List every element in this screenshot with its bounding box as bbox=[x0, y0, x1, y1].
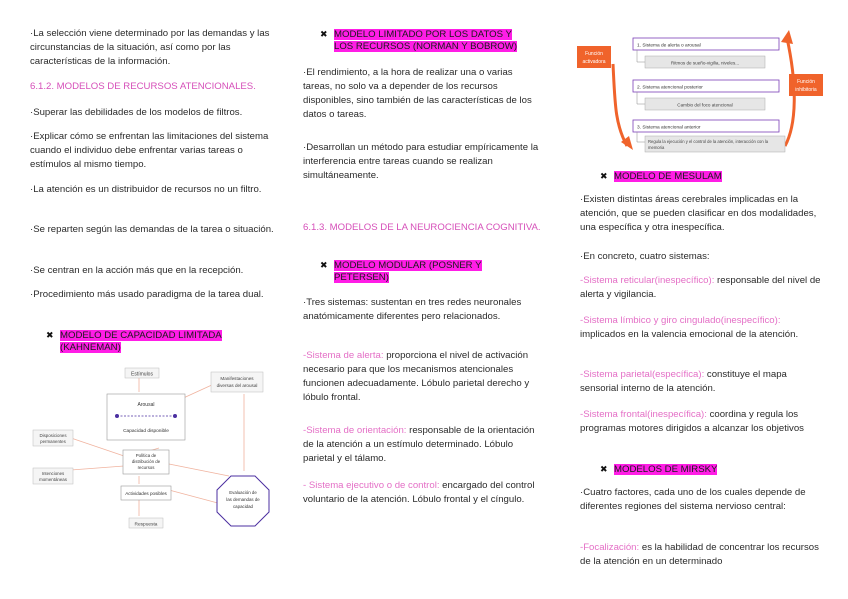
diagram-eval-3: capacidad bbox=[232, 504, 254, 509]
model-title-kahneman bbox=[46, 329, 222, 354]
paragraph-cuatro-sistemas: ·En concreto, cuatro sistemas: bbox=[580, 251, 710, 262]
paragraph-distribuidor: ·La atención es un distribuidor de recursos no un filtro. bbox=[30, 184, 262, 195]
paragraph-sistema-parietal bbox=[580, 368, 825, 396]
paragraph-reparten: ·Se reparten según las demandas de la tarea o situación. bbox=[30, 224, 274, 235]
text-focalizacion: es la habilidad de concentrar los recursos de la atención en un determinado bbox=[580, 542, 819, 567]
model-title-norman-line1: MODELO LIMITADO POR LOS DATOS Y bbox=[334, 29, 512, 40]
diagram-row-1: 1. Sistema de alerta o arousal bbox=[637, 43, 701, 49]
text-sistema-parietal: constituye el mapa sensorial interno de la atención. bbox=[580, 369, 787, 394]
section-heading-6-1-2: 6.1.2. MODELOS DE RECURSOS ATENCIONALES. bbox=[30, 81, 256, 92]
diagram-politica-3: recursos bbox=[137, 465, 155, 470]
paragraph-accion: ·Se centran en la acción más que en la recepción. bbox=[30, 265, 244, 276]
model-title-mirsky-text: MODELOS DE MIRSKY bbox=[614, 464, 718, 475]
paragraph-tarea-dual: ·Procedimiento más usado paradigma de la tarea dual. bbox=[30, 289, 264, 300]
diagram-row-3c: memoria bbox=[648, 145, 665, 150]
diagram-row-1b: Ritmos de sueño-vigilia, niveles... bbox=[670, 60, 740, 66]
bullet-marker-icon: ✖ bbox=[600, 171, 608, 181]
paragraph-focalizacion bbox=[580, 541, 825, 569]
bullet-marker-icon: ✖ bbox=[320, 260, 328, 270]
diagram-politica-2: distribución de bbox=[131, 459, 161, 464]
text-sistema-orientacion: responsable de la orientación de la atención a un estímulo determinado. Lóbulo parietal y el tálamo. bbox=[303, 425, 535, 464]
intro-paragraph: ·La selección viene determinado por las demandas y las circunstancias de la situación, así como por las características de la información. bbox=[30, 28, 270, 67]
diagram-politica-1: Política de bbox=[135, 453, 157, 458]
diagram-eval-2: las demandas de bbox=[226, 497, 260, 502]
diagram-funcion-activadora-2: activadora bbox=[582, 59, 606, 65]
label-sistema-parietal: -Sistema parietal(específica): bbox=[580, 369, 705, 380]
model-title-posner bbox=[320, 259, 482, 284]
diagram-capacidad: Capacidad disponible bbox=[123, 429, 169, 434]
model-title-kahneman-line2: (KAHNEMAN) bbox=[60, 342, 121, 353]
posner-systems-diagram bbox=[575, 24, 825, 159]
label-sistema-frontal: -Sistema frontal(inespecífica): bbox=[580, 409, 707, 420]
model-title-mesulam-text: MODELO DE MESULAM bbox=[614, 171, 722, 182]
label-sistema-limbico: -Sistema límbico y giro cingulado(inespecífico): bbox=[580, 315, 781, 326]
paragraph-sistema-ejecutivo bbox=[303, 479, 541, 507]
diagram-funcion-inhibitoria-1: Función bbox=[797, 79, 815, 85]
paragraph-areas-cerebrales: ·Existen distintas áreas cerebrales implicadas en la atención, que se pueden clasificar en dos modalidades, una específica y otra inespecífica. bbox=[580, 194, 817, 233]
label-focalizacion: -Focalización: bbox=[580, 542, 640, 553]
model-title-kahneman-line1: MODELO DE CAPACIDAD LIMITADA bbox=[60, 330, 222, 341]
paragraph-sistema-frontal bbox=[580, 408, 825, 436]
diagram-funcion-inhibitoria-2: inhibitoria bbox=[795, 87, 817, 93]
paragraph-sistema-orientacion bbox=[303, 424, 541, 466]
diagram-funcion-activadora-1: Función bbox=[585, 51, 603, 57]
paragraph-tres-sistemas: ·Tres sistemas: sustentan en tres redes neuronales anatómicamente diferentes pero relacionados. bbox=[303, 297, 522, 322]
paragraph-sistema-limbico bbox=[580, 314, 825, 342]
diagram-manif-2: diversas del arousal bbox=[216, 383, 258, 388]
model-title-norman-bobrow bbox=[320, 28, 517, 53]
paragraph-rendimiento: ·El rendimiento, a la hora de realizar una o varias tareas, no solo va a depender de los recursos disponibles, sino también de las características de los datos o tareas. bbox=[303, 67, 532, 120]
diagram-row-2: 2. Sistema atencional posterior bbox=[637, 85, 703, 91]
kahneman-diagram bbox=[29, 366, 275, 552]
diagram-row-3b: Regula la ejecución y el control de la atención, interacción con la bbox=[648, 139, 769, 144]
label-sistema-orientacion: -Sistema de orientación: bbox=[303, 425, 407, 436]
bullet-marker-icon: ✖ bbox=[320, 29, 328, 39]
diagram-eval-1: Evaluación de bbox=[229, 490, 257, 495]
label-sistema-alerta: -Sistema de alerta: bbox=[303, 350, 384, 361]
section-heading-6-1-3: 6.1.3. MODELOS DE LA NEUROCIENCIA COGNITIVA. bbox=[303, 222, 541, 233]
paragraph-explicar: ·Explicar cómo se enfrentan las limitaciones del sistema cuando el individuo debe enfrentar varias tareas o estímulos al mismo tiempo. bbox=[30, 131, 269, 170]
label-sistema-reticular: -Sistema reticular(inespecífico): bbox=[580, 275, 715, 286]
paragraph-cuatro-factores: ·Cuatro factores, cada uno de los cuales depende de diferentes regiones del sistema nervioso central: bbox=[580, 487, 806, 512]
diagram-row-3: 3. Sistema atencional anterior bbox=[637, 125, 701, 131]
diagram-manif-1: Manifestaciones bbox=[220, 376, 254, 381]
diagram-row-2b: Cambio del foco atencional bbox=[677, 102, 733, 108]
diagram-actividades: Actividades posibles bbox=[125, 491, 167, 496]
bullet-marker-icon: ✖ bbox=[600, 464, 608, 474]
model-title-posner-line1: MODELO MODULAR (POSNER Y bbox=[334, 260, 482, 271]
paragraph-superar: ·Superar las debilidades de los modelos de filtros. bbox=[30, 107, 243, 118]
diagram-intenc-1: Intenciones bbox=[41, 471, 65, 476]
bullet-marker-icon: ✖ bbox=[46, 330, 54, 340]
text-sistema-limbico: implicados en la valencia emocional de la atención. bbox=[580, 329, 799, 340]
text-sistema-reticular: responsable del nivel de alerta y vigilancia. bbox=[580, 275, 821, 300]
label-sistema-ejecutivo: - Sistema ejecutivo o de control: bbox=[303, 480, 440, 491]
model-title-mirsky bbox=[600, 463, 717, 476]
model-title-norman-line2: LOS RECURSOS (NORMAN Y BOBROW) bbox=[334, 41, 518, 52]
paragraph-sistema-reticular bbox=[580, 274, 825, 302]
diagram-intenc-2: momentáneas bbox=[39, 477, 67, 482]
model-title-posner-line2: PETERSEN) bbox=[334, 272, 389, 283]
diagram-disp-2: permanentes bbox=[40, 439, 66, 444]
diagram-respuesta: Respuesta bbox=[134, 522, 158, 528]
diagram-estimulos: Estímulos bbox=[131, 371, 153, 378]
model-title-mesulam bbox=[600, 170, 722, 183]
diagram-disp-1: Disposiciones bbox=[39, 433, 67, 438]
diagram-arousal: Arousal bbox=[137, 402, 155, 408]
text-sistema-alerta: proporciona el nivel de activación necesario para que los mecanismos atencionales funcionen adecuadamente. Lóbulo parietal derecho y lóbulo frontal. bbox=[303, 350, 530, 403]
paragraph-metodo: ·Desarrollan un método para estudiar empíricamente la interferencia entre tareas cuando se realizan simultáneamente. bbox=[303, 142, 539, 181]
text-sistema-ejecutivo: encargado del control voluntario de la atención. Lóbulo frontal y el cíngulo. bbox=[303, 480, 535, 505]
paragraph-sistema-alerta bbox=[303, 349, 541, 405]
text-sistema-frontal: coordina y regula los programas motores dirigidos a alcanzar los objetivos bbox=[580, 409, 804, 434]
